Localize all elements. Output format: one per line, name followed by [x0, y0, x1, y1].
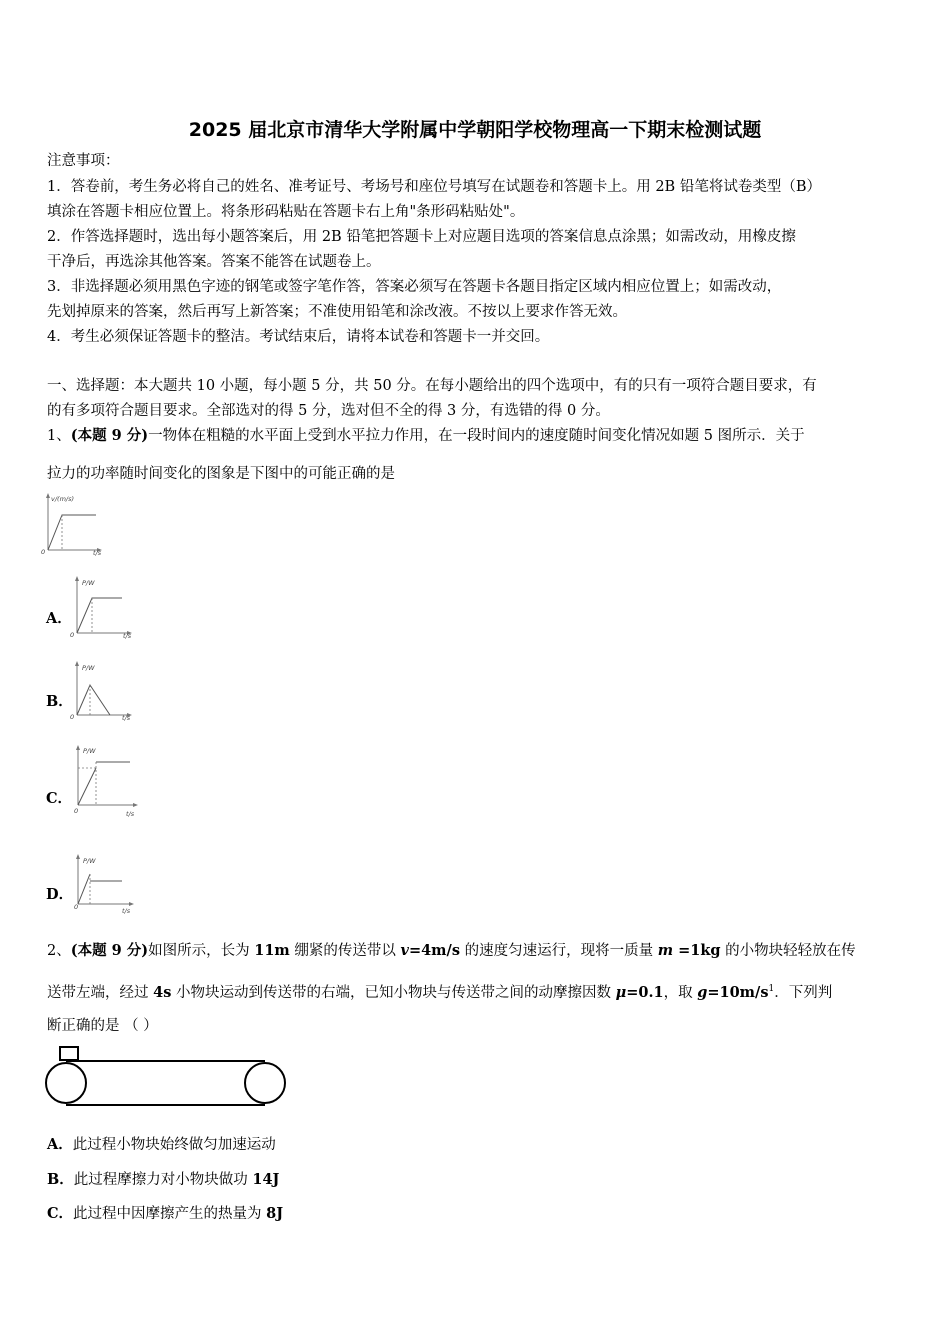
- notice-line: 干净后，再选涂其他答案。答案不能答在试题卷上。: [47, 254, 381, 270]
- question-number: 1、: [47, 428, 71, 444]
- question-1-line-2: 拉力的功率随时间变化的图象是下图中的可能正确的是: [47, 466, 395, 482]
- notice-line: 填涂在答题卡相应位置上。将条形码粘贴在答题卡右上角"条形码粘贴处"。: [47, 204, 525, 220]
- question-value: =4m/s: [408, 942, 460, 959]
- answer-label: B．: [47, 1171, 74, 1188]
- origin-label: 0: [74, 903, 79, 911]
- answer-a[interactable]: [47, 1133, 276, 1154]
- question-text: 送带左端，经过: [47, 984, 154, 1001]
- question-2-line-3: 断正确的是 （ ）: [47, 1018, 158, 1034]
- question-text: 绷紧的传送带以: [289, 943, 401, 959]
- question-value: 11m: [254, 942, 290, 959]
- option-c-graph[interactable]: [72, 742, 144, 820]
- question-text: 小物块运动到传送带的右端，已知小物块与传送带之间的动摩擦因数: [171, 984, 616, 1001]
- question-number: 2、: [47, 943, 71, 959]
- axis-label: t/s: [126, 810, 135, 818]
- answer-b[interactable]: [47, 1168, 279, 1189]
- section-instructions: 的有多项符合题目要求。全部选对的得 5 分，选对但不全的得 3 分，有选错的得 0 分。: [47, 403, 610, 419]
- conveyor-belt-diagram: [44, 1044, 290, 1110]
- answer-text: 此过程摩擦力对小物块做功: [73, 1172, 253, 1188]
- axis-label: t/s: [122, 714, 131, 722]
- axis-label: P/W: [83, 857, 96, 865]
- question-2-line-2: [47, 979, 832, 1003]
- axis-label: v/(m/s): [51, 495, 75, 503]
- question-score: (本题 9 分): [70, 942, 149, 959]
- question-1-line-1: [47, 426, 805, 446]
- question-score: (本题 9 分): [70, 427, 149, 444]
- axis-label: t/s: [123, 632, 132, 640]
- notice-line: 2．作答选择题时，选出每小题答案后，用 2B 铅笔把答题卡上对应题目选项的答案信息点涂黑；如需改动，用橡皮擦: [47, 229, 796, 245]
- notice-heading: 注意事项：: [47, 153, 120, 169]
- option-d-label[interactable]: D．: [46, 886, 74, 903]
- option-d-graph[interactable]: [72, 852, 138, 916]
- answer-text: 此过程中因摩擦产生的热量为: [73, 1206, 267, 1222]
- small-block: [60, 1047, 78, 1060]
- axis-label: t/s: [122, 907, 131, 915]
- answer-label: A．: [47, 1136, 73, 1153]
- option-a-label[interactable]: A．: [46, 610, 72, 627]
- option-b-graph[interactable]: [70, 658, 140, 724]
- option-b-label[interactable]: B．: [46, 693, 73, 710]
- question-symbol: μ: [615, 983, 627, 1001]
- question-2-line-1: [47, 941, 856, 961]
- question-text: 的小物块轻轻放在传: [720, 943, 856, 959]
- superscript: 1: [768, 984, 775, 994]
- option-c-label[interactable]: C．: [46, 790, 73, 807]
- axis-label: t/s: [93, 549, 102, 557]
- question-value: 4s: [153, 983, 172, 1001]
- section-instructions: 一、选择题：本大题共 10 小题，每小题 5 分，共 50 分。在每小题给出的四个选项中，有的只有一项符合题目要求，有: [47, 378, 817, 394]
- question-text: 的速度匀速运行，现将一质量: [459, 943, 658, 959]
- origin-label: 0: [70, 631, 75, 639]
- page-title: 2025 届北京市清华大学附属中学朝阳学校物理高一下期末检测试题: [188, 119, 762, 141]
- axis-label: P/W: [83, 747, 96, 755]
- notice-line: 4．考生必须保证答题卡的整洁。考试结束后，请将本试卷和答题卡一并交回。: [47, 329, 550, 345]
- answer-value: 14J: [252, 1171, 280, 1188]
- notice-line: 先划掉原来的答案，然后再写上新答案；不准使用铅笔和涂改液。不按以上要求作答无效。: [47, 304, 627, 320]
- axis-label: P/W: [82, 579, 95, 587]
- velocity-time-graph: [40, 490, 120, 556]
- question-text: ．下列判: [774, 984, 833, 1001]
- question-symbol: v: [400, 942, 409, 959]
- origin-label: 0: [74, 807, 79, 815]
- answer-value: 8J: [266, 1205, 284, 1222]
- answer-text: 此过程小物块始终做匀加速运动: [72, 1137, 276, 1153]
- question-text: 如图所示，长为: [148, 943, 255, 959]
- axis-label: P/W: [82, 664, 95, 672]
- answer-label: C．: [47, 1205, 74, 1222]
- question-text: ，取: [663, 984, 698, 1001]
- question-value: =0.1: [626, 983, 664, 1001]
- question-symbol: g: [697, 983, 708, 1001]
- question-text: 一物体在粗糙的水平面上受到水平拉力作用，在一段时间内的速度随时间变化情况如题 5 图所示．关于: [148, 428, 805, 444]
- notice-line: 3．非选择题必须用黑色字迹的钢笔或签字笔作答，答案必须写在答题卡各题目指定区域内相应位置上；如需改动，: [47, 279, 782, 295]
- question-value: =1kg: [673, 942, 721, 959]
- left-pulley: [46, 1063, 86, 1103]
- option-a-graph[interactable]: [70, 573, 140, 639]
- origin-label: 0: [70, 713, 75, 721]
- notice-line: 1．答卷前，考生务必将自己的姓名、准考证号、考场号和座位号填写在试题卷和答题卡上。用 2B 铅笔将试卷类型（B）: [47, 179, 821, 195]
- question-symbol: m: [657, 942, 674, 959]
- origin-label: 0: [41, 548, 46, 556]
- right-pulley: [245, 1063, 285, 1103]
- answer-c[interactable]: [47, 1202, 283, 1223]
- question-value: =10m/s: [707, 983, 769, 1001]
